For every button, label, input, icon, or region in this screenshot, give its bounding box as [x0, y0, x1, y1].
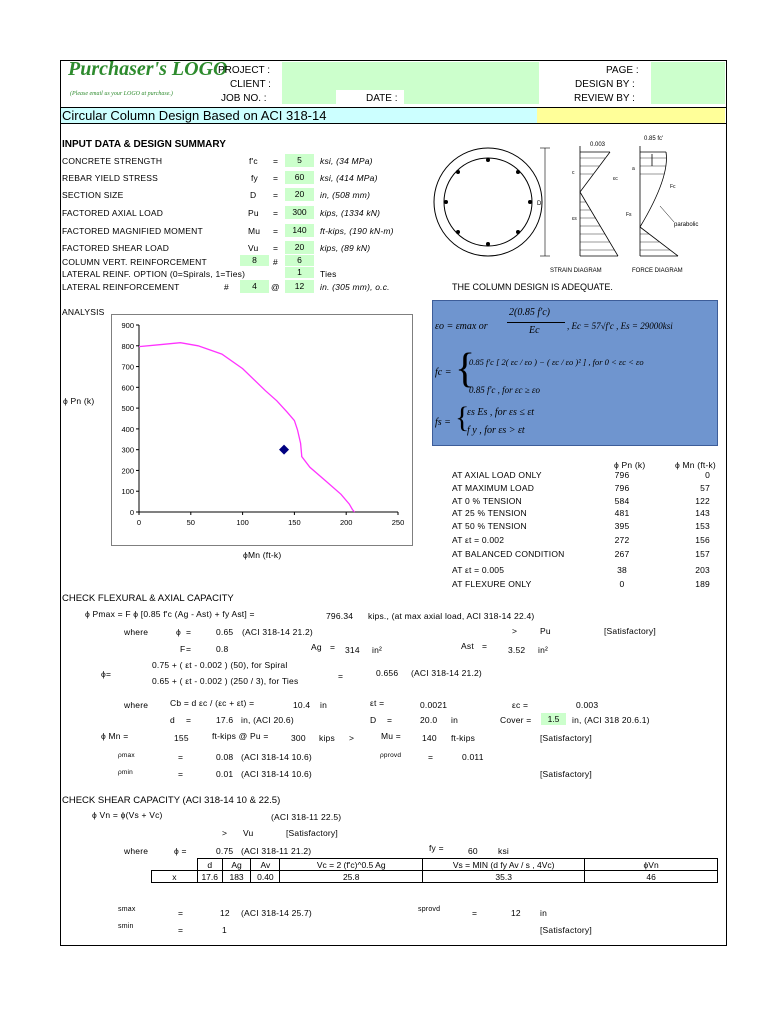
- input-row-eq: =: [273, 243, 279, 253]
- phi-eq: =: [186, 627, 192, 637]
- shear-cell: x: [152, 871, 198, 883]
- shear-fy-value: 60: [468, 846, 478, 856]
- input-row-eq: =: [273, 156, 279, 166]
- rho-max-ref: (ACI 318-14 10.6): [241, 752, 312, 762]
- mn-pu-value: 300: [291, 733, 306, 743]
- smin-status: [Satisfactory]: [540, 925, 592, 935]
- phi2-value: 0.656: [376, 668, 399, 678]
- x-tick-label: 200: [339, 518, 353, 527]
- results-col-mn: ϕ Mn (ft-k): [675, 460, 716, 470]
- lat-option-label: LATERAL REINF. OPTION (0=Spirals, 1=Ties): [62, 269, 246, 279]
- input-row-unit: kips, (1334 kN): [320, 208, 381, 218]
- results-row-label: AT 0 % TENSION: [452, 496, 522, 506]
- input-row-label: FACTORED MAGNIFIED MOMENT: [62, 226, 203, 236]
- pmax-note: kips., (at max axial load, ACI 318-14 22.4): [368, 611, 535, 621]
- smax-eq: =: [178, 908, 184, 918]
- strain-diagram-title: STRAIN DIAGRAM: [550, 268, 602, 274]
- shear-head-av: Av: [251, 859, 280, 871]
- results-row-mn: 143: [695, 508, 710, 518]
- input-row-unit: ksi, (34 MPa): [320, 156, 373, 166]
- force-diagram-title: FORCE DIAGRAM: [632, 268, 683, 274]
- sprovd-unit: in: [540, 908, 548, 918]
- column-outline: [434, 148, 542, 256]
- shear-head-vs: Vs = MIN (d fy Av / s , 4Vc): [423, 859, 585, 871]
- input-row-symbol: fy: [251, 173, 259, 183]
- cover-note: in, (ACI 318 20.6.1): [572, 715, 650, 725]
- results-row-mn: 189: [695, 579, 710, 589]
- results-row-mn: 156: [695, 535, 710, 545]
- ast-symbol: Ast: [461, 641, 474, 651]
- input-row-symbol: Mu: [248, 226, 261, 236]
- smin-eq: =: [178, 925, 184, 935]
- input-row-symbol: Vu: [248, 243, 259, 253]
- design-point-marker: [279, 445, 289, 455]
- pm-interaction-chart: [111, 314, 413, 546]
- shear-cell: 17.6: [197, 871, 222, 883]
- diagram-d-label: D: [537, 201, 542, 207]
- y-tick-label: 600: [121, 383, 134, 393]
- f-symbol: F: [180, 644, 186, 654]
- logo: Purchaser's LOGO: [68, 58, 228, 80]
- rho-provd-eq: =: [428, 752, 434, 762]
- results-row-mn: 0: [705, 470, 710, 480]
- f-value: 0.8: [216, 644, 229, 654]
- where-label-2: where: [124, 700, 149, 710]
- smax-symbol: smax: [118, 906, 136, 913]
- rebar-dots: [444, 158, 532, 246]
- ast-eq: =: [482, 641, 488, 651]
- cb-expression: Cb = d εc / (εc + εt) =: [170, 698, 255, 708]
- shear-cell: 183: [222, 871, 251, 883]
- mn-kips: kips: [319, 733, 335, 743]
- ec-symbol: εc =: [512, 700, 529, 710]
- d-note: in, (ACI 20.6): [241, 715, 294, 725]
- mn-status: [Satisfactory]: [540, 733, 592, 743]
- vert-bar-count-input[interactable]: 8: [240, 255, 269, 266]
- y-tick-label: 100: [121, 487, 134, 497]
- y-tick-label: 200: [121, 466, 134, 476]
- logo-note: (Please email us your LOGO at purchase.): [70, 91, 173, 97]
- shear-phi-symbol: ϕ =: [174, 846, 187, 856]
- lat-bar-size-input[interactable]: 4: [240, 280, 269, 293]
- smax-ref: (ACI 318-14 25.7): [241, 908, 312, 918]
- results-row-label: AT FLEXURE ONLY: [452, 579, 532, 589]
- eq-line3-brace: {: [455, 401, 470, 434]
- pmax-value: 796.34: [326, 611, 354, 621]
- strain-top-label: 0.003: [590, 142, 606, 148]
- rho-min-eq: =: [178, 769, 184, 779]
- lat-option-input[interactable]: 1: [285, 267, 314, 278]
- ast-value: 3.52: [508, 645, 526, 655]
- chart-y-label: ϕ Pn (k): [63, 396, 95, 406]
- input-row-eq: =: [273, 226, 279, 236]
- concrete-strength-input[interactable]: 5: [285, 154, 314, 167]
- phi2-label: ϕ=: [101, 669, 112, 679]
- results-col-pn: ϕ Pn (k): [614, 460, 646, 470]
- results-row-mn: 122: [695, 496, 710, 506]
- mn-gt: >: [349, 733, 355, 743]
- results-row-pn: 267: [614, 549, 630, 559]
- results-row-mn: 57: [700, 483, 710, 493]
- eq-line3-a: fs =: [435, 417, 451, 428]
- x-tick-label: 250: [391, 518, 405, 527]
- shear-cell: 0.40: [251, 871, 280, 883]
- section-size-input[interactable]: 20: [285, 188, 314, 201]
- vn-expression: ϕ Vn = ϕ(Vs + Vc): [92, 810, 163, 820]
- results-row-pn: 796: [614, 483, 630, 493]
- shear-phi-ref: (ACI 318-11 21.2): [241, 846, 312, 856]
- y-tick-label: 0: [129, 508, 134, 517]
- lat-option-text: Ties: [320, 269, 337, 279]
- vn-gt: >: [222, 828, 228, 838]
- results-row-label: AT AXIAL LOAD ONLY: [452, 470, 542, 480]
- phi-value: 0.65: [216, 627, 234, 637]
- table-row: [152, 871, 718, 883]
- y-tick-label: 700: [121, 362, 134, 372]
- pmax-status: [Satisfactory]: [604, 626, 656, 636]
- results-row-pn: 584: [614, 496, 630, 506]
- input-row-label: CONCRETE STRENGTH: [62, 156, 163, 166]
- title-divider: [60, 123, 726, 124]
- yield-stress-input[interactable]: 60: [285, 171, 314, 184]
- ag-value: 314: [345, 645, 360, 655]
- smax-value: 12: [220, 908, 230, 918]
- review-by-label: REVIEW BY :: [574, 93, 635, 104]
- ag-symbol: Ag: [311, 642, 322, 652]
- sprovd-value: 12: [511, 908, 521, 918]
- phi2-eq: =: [338, 671, 344, 681]
- cover-label: Cover =: [500, 715, 532, 725]
- vert-hash: #: [273, 257, 278, 267]
- input-row-eq: =: [273, 208, 279, 218]
- client-field[interactable]: [282, 76, 539, 90]
- results-row-label: AT MAXIMUM LOAD: [452, 483, 535, 493]
- eq-line1-a: εo = εmax or: [435, 321, 488, 332]
- mu-unit: ft-kips: [451, 733, 476, 743]
- rho-max-symbol: ρmax: [118, 752, 135, 759]
- mn-symbol: ϕ Mn =: [101, 731, 129, 741]
- y-tick-label: 500: [121, 404, 134, 414]
- shear-cell: 25.8: [280, 871, 423, 883]
- cb-value: 10.4: [293, 700, 311, 710]
- sprovd-eq: =: [472, 908, 478, 918]
- et-symbol: εt =: [370, 698, 385, 708]
- shear-cell: 35.3: [423, 871, 585, 883]
- results-row-mn: 153: [695, 521, 710, 531]
- big-d-unit: in: [451, 715, 459, 725]
- shear-where: where: [124, 846, 149, 856]
- rho-status: [Satisfactory]: [540, 769, 592, 779]
- lat-hash: #: [224, 282, 229, 292]
- eq-line2-brace: {: [455, 346, 476, 392]
- cb-unit: in: [320, 700, 328, 710]
- shear-fy-unit: ksi: [498, 846, 509, 856]
- title-band-right: [537, 108, 725, 123]
- y-tick-label: 300: [121, 445, 134, 455]
- input-heading: INPUT DATA & DESIGN SUMMARY: [62, 139, 226, 150]
- y-tick-label: 800: [121, 341, 134, 351]
- lat-spacing-input[interactable]: 12: [285, 280, 314, 293]
- x-tick-label: 150: [288, 518, 301, 527]
- d-value: 17.6: [216, 715, 234, 725]
- big-d-symbol: D: [370, 715, 377, 725]
- page-title: Circular Column Design Based on ACI 318-14: [62, 108, 327, 123]
- pmax-gt: >: [512, 626, 518, 636]
- shear-fy-symbol: fy =: [429, 843, 444, 853]
- shear-load-input[interactable]: 20: [285, 241, 314, 254]
- diagram-a-label: a: [632, 166, 635, 172]
- smin-symbol: smin: [118, 923, 134, 930]
- eq-line1-num: 2(0.85 f'c): [509, 307, 551, 318]
- vert-reinf-label: COLUMN VERT. REINFORCEMENT: [62, 257, 207, 267]
- shear-table: [151, 858, 718, 883]
- shear-phi-value: 0.75: [216, 846, 234, 856]
- rho-provd-symbol: ρprovd: [380, 752, 402, 759]
- mu-symbol: Mu =: [381, 731, 401, 741]
- cover-input[interactable]: 1.5: [541, 713, 566, 725]
- input-row-symbol: D: [250, 190, 257, 200]
- input-row-symbol: f'c: [249, 156, 258, 166]
- moment-input[interactable]: 140: [285, 224, 314, 237]
- phi-tie-line: 0.65 + ( εt - 0.002 ) (250 / 3), for Ties: [152, 676, 299, 686]
- x-tick-label: 50: [186, 518, 195, 527]
- pmax-expression: ϕ Pmax = F ϕ [0.85 f'c (Ag - Ast) + fy Ast] =: [85, 609, 255, 619]
- project-field[interactable]: [282, 62, 539, 76]
- page-label: PAGE :: [606, 65, 639, 76]
- results-row-label: AT 50 % TENSION: [452, 521, 527, 531]
- shear-head-phivn: ϕVn: [585, 859, 718, 871]
- phi-spiral-line: 0.75 + ( εt - 0.002 ) (50), for Spiral: [152, 660, 288, 670]
- input-row-label: FACTORED SHEAR LOAD: [62, 243, 170, 253]
- diagram-ec-label: εc: [613, 176, 618, 182]
- ag-unit: in²: [372, 645, 383, 655]
- results-row-pn: 0: [619, 579, 625, 589]
- sprovd-symbol: sprovd: [418, 906, 441, 913]
- input-row-label: FACTORED AXIAL LOAD: [62, 208, 164, 218]
- eq-line3-b: εs Es , for εs ≤ εt: [467, 407, 535, 418]
- input-row-symbol: Pu: [248, 208, 259, 218]
- shear-head-ag: Ag: [222, 859, 251, 871]
- eq-line1-den: Ec: [529, 325, 540, 336]
- results-row-label: AT εt = 0.002: [452, 535, 505, 545]
- eq-line3-c: f y , for εs > εt: [467, 425, 525, 436]
- results-row-pn: 796: [614, 470, 630, 480]
- equation-box: [432, 300, 718, 446]
- input-row-unit: ft-kips, (190 kN-m): [320, 226, 394, 236]
- input-row-eq: =: [273, 173, 279, 183]
- phi-ref: (ACI 318-14 21.2): [242, 627, 313, 637]
- results-row-label: AT 25 % TENSION: [452, 508, 527, 518]
- ast-unit: in²: [538, 645, 549, 655]
- input-row-label: SECTION SIZE: [62, 190, 124, 200]
- rho-provd-value: 0.011: [462, 752, 484, 762]
- eq-line2-b: 0.85 f'c [ 2( εc / εo ) − ( εc / εo )² ] , for 0 < εc < εo: [469, 357, 644, 367]
- eq-line2-a: fc =: [435, 367, 452, 378]
- results-row-pn: 395: [614, 521, 630, 531]
- mn-unit: ft-kips @ Pu =: [212, 731, 269, 741]
- flexural-heading: CHECK FLEXURAL & AXIAL CAPACITY: [62, 593, 234, 604]
- results-row-pn: 272: [614, 535, 630, 545]
- job-no-label: JOB NO. :: [221, 93, 267, 104]
- input-row-eq: =: [273, 190, 279, 200]
- chart-x-label: ϕMn (ft-k): [243, 550, 282, 560]
- et-value: 0.0021: [420, 700, 448, 710]
- page-field[interactable]: [651, 62, 725, 76]
- y-tick-label: 900: [121, 321, 134, 330]
- results-row-pn: 481: [614, 508, 630, 518]
- date-field[interactable]: [404, 90, 539, 104]
- results-row-pn: 38: [617, 565, 627, 575]
- diagram-es-label: εs: [572, 216, 577, 222]
- diagram-c-label: c: [572, 170, 575, 176]
- shear-cell: 46: [585, 871, 718, 883]
- x-tick-label: 0: [136, 518, 142, 527]
- design-by-label: DESIGN BY :: [575, 79, 635, 90]
- results-row-label: AT εt = 0.005: [452, 565, 505, 575]
- pmax-pu: Pu: [540, 626, 551, 636]
- results-row-label: AT BALANCED CONDITION: [452, 549, 565, 559]
- eq-line1-d: , Ec = 57√f'c , Es = 29000ksi: [567, 321, 673, 331]
- vn-ref: (ACI 318-11 22.5): [271, 812, 342, 822]
- lat-unit: in. (305 mm), o.c.: [320, 282, 390, 292]
- eq-line2-c: 0.85 f'c , for εc ≥ εo: [469, 385, 540, 395]
- input-row-unit: in, (508 mm): [320, 190, 371, 200]
- rho-min-value: 0.01: [216, 769, 234, 779]
- vn-vu: Vu: [243, 828, 254, 838]
- column-section-diagram: [430, 132, 720, 277]
- shear-heading: CHECK SHEAR CAPACITY (ACI 318-14 10 & 22.5): [62, 795, 281, 806]
- vn-status: [Satisfactory]: [286, 828, 338, 838]
- y-tick-label: 400: [121, 424, 134, 434]
- shear-head-vc: Vc = 2 (f'c)^0.5 Ag: [280, 859, 423, 871]
- big-d-eq: =: [387, 715, 393, 725]
- shear-table-head: [152, 859, 718, 871]
- where-label: where: [124, 627, 149, 637]
- rho-max-value: 0.08: [216, 752, 234, 762]
- phi2-ref: (ACI 318-14 21.2): [411, 668, 482, 678]
- mu-value: 140: [422, 733, 437, 743]
- client-label: CLIENT :: [230, 79, 271, 90]
- diagram-fc-label: Fc: [670, 184, 676, 190]
- lat-at: @: [271, 282, 280, 292]
- big-d-value: 20.0: [420, 715, 438, 725]
- ag-eq: =: [330, 642, 336, 652]
- design-by-field[interactable]: [651, 76, 725, 90]
- analysis-label: ANALYSIS: [62, 307, 105, 317]
- results-row-mn: 157: [695, 549, 710, 559]
- eq-fraction-bar: [507, 322, 565, 323]
- vert-bar-size-input[interactable]: 6: [285, 255, 314, 266]
- ec-value: 0.003: [576, 700, 599, 710]
- phi-symbol: ϕ: [176, 627, 181, 637]
- rho-max-eq: =: [178, 752, 184, 762]
- mn-value: 155: [174, 733, 189, 743]
- axial-load-input[interactable]: 300: [285, 206, 314, 219]
- diagram-fs-label: Fs: [626, 212, 632, 218]
- rho-min-ref: (ACI 318-14 10.6): [241, 769, 312, 779]
- parabolic-label: parabolic: [674, 222, 699, 228]
- d-eq: =: [186, 715, 192, 725]
- input-row-label: REBAR YIELD STRESS: [62, 173, 159, 183]
- adequacy-status: THE COLUMN DESIGN IS ADEQUATE.: [452, 282, 613, 292]
- lat-reinf-label: LATERAL REINFORCEMENT: [62, 282, 180, 292]
- input-row-unit: kips, (89 kN): [320, 243, 371, 253]
- project-label: PROJECT :: [218, 65, 271, 76]
- force-top-label: 0.85 fc': [644, 136, 664, 142]
- d-symbol: d: [170, 715, 175, 725]
- job-no-field[interactable]: [282, 90, 336, 104]
- smin-value: 1: [222, 925, 227, 935]
- input-row-unit: ksi, (414 MPa): [320, 173, 378, 183]
- f-eq: =: [186, 644, 192, 654]
- interaction-curve: [139, 343, 355, 512]
- date-label: DATE :: [366, 93, 398, 104]
- rho-min-symbol: ρmin: [118, 769, 133, 776]
- shear-head-d: d: [197, 859, 222, 871]
- x-tick-label: 100: [236, 518, 249, 527]
- review-by-field[interactable]: [651, 90, 725, 104]
- results-row-mn: 203: [695, 565, 710, 575]
